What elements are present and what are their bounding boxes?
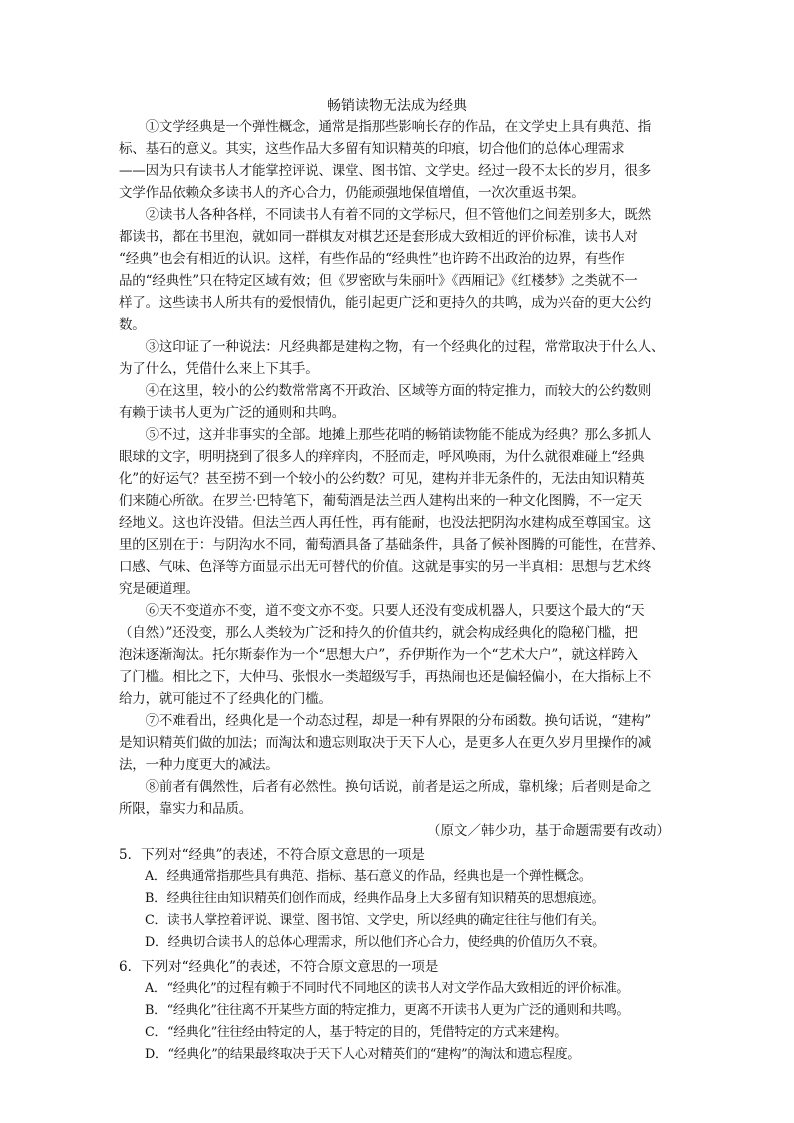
article-line: 是知识精英们做的加法；而淘汰和遗忘则取决于天下人心，是更多人在更久岁月里操作的减 xyxy=(119,735,651,751)
question-option: A．经典通常指那些具有典范、指标、基石意义的作品，经典也是一个弹性概念。 xyxy=(145,869,592,884)
article-line: 眼球的文字，明明挠到了很多人的痒痒肉，不胫而走，呼风唤雨，为什么就很难碰上“经典 xyxy=(119,449,645,465)
question-option: C．读书人掌控着评说、课堂、图书馆、文学史，所以经典的确定往往与他们有关。 xyxy=(145,913,605,928)
article-line: ⑤不过，这并非事实的全部。地摊上那些花哨的畅销读物能不能成为经典？那么多抓人 xyxy=(119,427,651,443)
article-line: 法，一种力度更大的减法。 xyxy=(119,757,279,773)
article-line: 经地义。这也许没错。但法兰西人再任性，再有能耐，也没法把阴沟水建构成至尊国宝。这 xyxy=(119,515,651,531)
question-option: C．“经典化”往往经由特定的人，基于特定的目的，凭借特定的方式来建构。 xyxy=(145,1025,567,1040)
question-stem: 5．下列对“经典”的表述，不符合原文意思的一项是 xyxy=(119,847,425,863)
article-line: ⑧前者有偶然性，后者有必然性。换句话说，前者是运之所成，靠机缘；后者则是命之 xyxy=(119,779,651,795)
article-line: 口感、气味、色泽等方面显示出无可替代的价值。这就是事实的另一半真相：思想与艺术终 xyxy=(119,559,651,575)
article-line: 样了。这些读书人所共有的爱恨情仇，能引起更广泛和更持久的共鸣，成为兴奋的更大公约 xyxy=(119,295,651,311)
article-line: 给力，就可能过不了经典化的门槛。 xyxy=(119,691,332,707)
article-line: 都读书，都在书里泡，就如同一群棋友对棋艺还是套形成大致相近的评价标准，读书人对 xyxy=(119,229,638,245)
article-line: ①文学经典是一个弹性概念，通常是指那些影响长存的作品，在文学史上具有典范、指 xyxy=(119,119,651,135)
article-line: 有赖于读书人更为广泛的通则和共鸣。 xyxy=(119,405,346,421)
article-line: ②读书人各种各样，不同读书人有着不同的文学标尺，但不管他们之间差别多大，既然 xyxy=(119,207,651,223)
source-note: （原文／韩少功，基于命题需要有改动） xyxy=(427,823,670,839)
question-option: D．“经典化”的结果最终取决于天下人心对精英们的“建构”的淘汰和遗忘程度。 xyxy=(145,1047,580,1062)
article-line: “经典”也会有相近的认识。这样，有些作品的“经典性”也许跨不出政治的边界，有些作 xyxy=(119,251,625,267)
article-line: ⑦不难看出，经典化是一个动态过程，却是一种有界限的分布函数。换句话说，“建构” xyxy=(119,713,652,729)
article-line: ——因为只有读书人才能掌控评说、课堂、图书馆、文学史。经过一段不太长的岁月，很多 xyxy=(119,163,651,179)
question-stem: 6．下列对“经典化”的表述，不符合原文意思的一项是 xyxy=(119,959,439,975)
question-option: B．“经典化”往往离不开某些方面的特定推力，更离不开读书人更为广泛的通则和共鸣。 xyxy=(145,1003,629,1018)
article-line: 为了什么，凭借什么来上下其手。 xyxy=(119,361,319,377)
article-line: 泡沫逐渐淘汰。托尔斯泰作为一个“思想大户”，乔伊斯作为一个“艺术大户”，就这样跨入 xyxy=(119,647,638,663)
article-line: 品的“经典性”只在特定区域有效；但《罗密欧与朱丽叶》《西厢记》《红楼梦》之类就不一 xyxy=(119,273,638,289)
article-line: ⑥天不变道亦不变，道不变文亦不变。只要人还没有变成机器人，只要这个最大的“天 xyxy=(119,603,645,619)
article-line: 所限，靠实力和品质。 xyxy=(119,801,252,817)
question-option: D．经典切合读书人的总体心理需求，所以他们齐心合力，使经典的价值历久不衰。 xyxy=(145,935,605,950)
article-line: 化”的好运气？甚至捞不到一个较小的公约数？可见，建构并非无条件的，无法由知识精英 xyxy=(119,471,645,487)
article-line: ④在这里，较小的公约数常常离不开政治、区域等方面的特定推力，而较大的公约数则 xyxy=(119,383,651,399)
article-line: 了门槛。相比之下，大仲马、张恨水一类超级写手，再热闹也还是偏轻偏小，在大指标上不 xyxy=(119,669,651,685)
article-line: 们来随心所欲。在罗兰·巴特笔下，葡萄酒是法兰西人建构出来的一种文化图腾，不一定天 xyxy=(119,493,642,509)
article-line: 数。 xyxy=(119,317,146,333)
article-line: ③这印证了一种说法：凡经典都是建构之物，有一个经典化的过程，常常取决于什么人、 xyxy=(119,339,665,355)
article-line: （自然）”还没变，那么人类较为广泛和持久的价值共约，就会构成经典化的隐秘门槛，把 xyxy=(119,625,638,641)
article-line: 究是硬道理。 xyxy=(119,581,199,597)
article-title: 畅销读物无法成为经典 xyxy=(327,98,467,114)
article-line: 标、基石的意义。其实，这些作品大多留有知识精英的印痕，切合他们的总体心理需求 xyxy=(119,141,625,157)
article-line: 里的区别在于：与阴沟水不同，葡萄酒具备了基础条件，具备了候补图腾的可能性，在营养、 xyxy=(119,537,665,553)
question-option: B．经典往往由知识精英们创作而成，经典作品身上大多留有知识精英的思想痕迹。 xyxy=(145,891,604,906)
article-line: 文学作品依赖众多读书人的齐心合力，仍能顽强地保值增值，一次次重返书架。 xyxy=(119,185,585,201)
question-option: A．“经典化”的过程有赖于不同时代不同地区的读书人对文学作品大致相近的评价标准。 xyxy=(145,981,629,996)
